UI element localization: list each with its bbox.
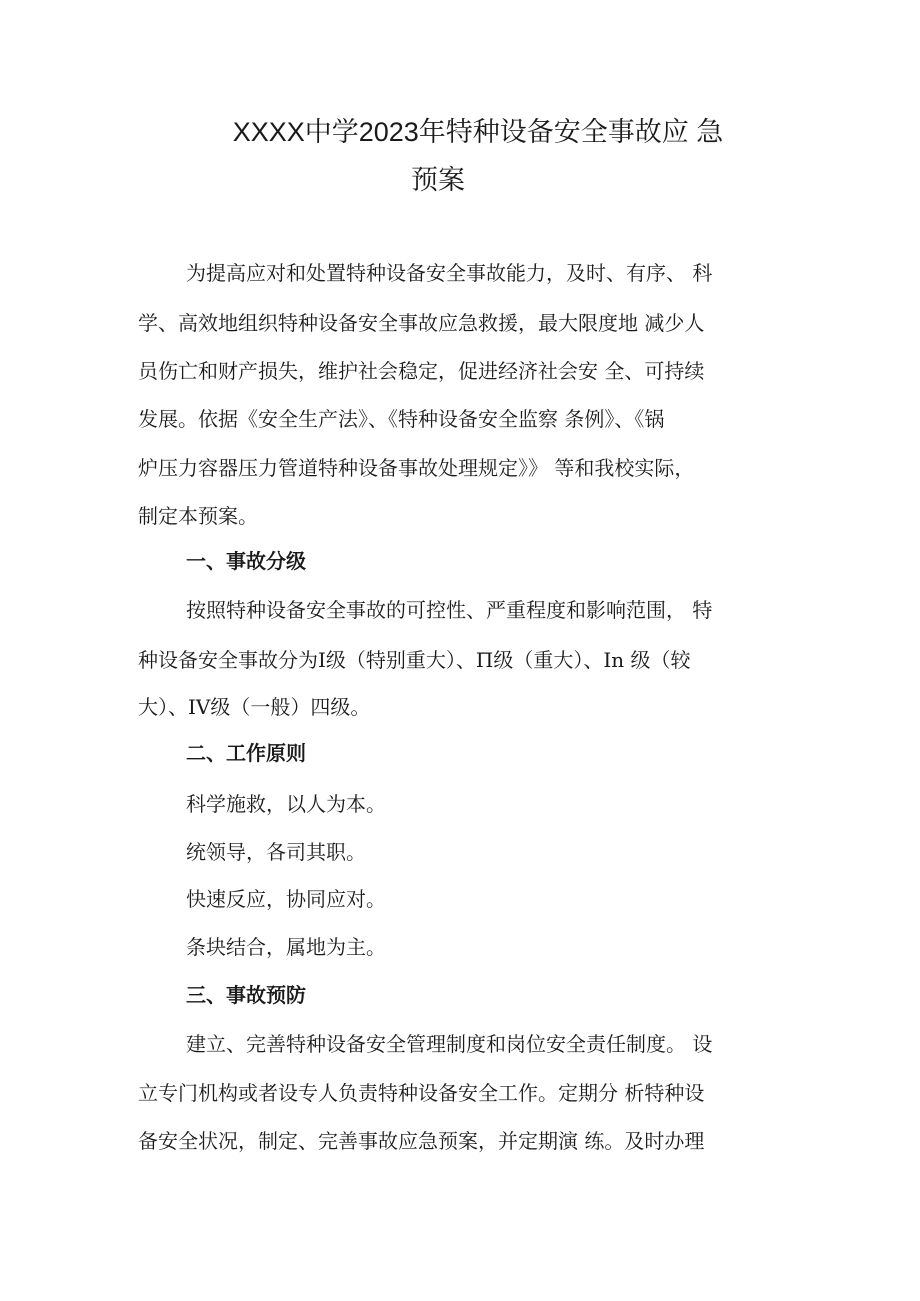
intro-line: 为提高应对和处置特种设备安全事故能力，及时、有序、 科 [186,261,713,285]
section1-line: 按照特种设备安全事故的可控性、严重程度和影响范围， 特 [186,598,713,622]
intro-line: 发展。依据《安全生产法》、《特种设备安全监察 条例》、《锅 [138,407,665,431]
section3-line: 备安全状况，制定、完善事故应急预案，并定期演 练。及时办理 [138,1129,705,1153]
section-heading-prevention: 三、事故预防 [186,983,306,1007]
intro-line: 制定本预案。 [138,504,258,528]
section1-line: 种设备安全事故分为I级（特别重大）、Π级（重大）、In 级（较 [138,648,691,672]
intro-line: 员伤亡和财产损失，维护社会稳定，促进经济社会安 全、可持续 [138,359,705,383]
section3-line: 立专门机构或者设专人负责特种设备安全工作。定期分 析特种设 [138,1081,705,1105]
document-title-line-2: 预案 [411,165,465,195]
intro-line: 学、高效地组织特种设备安全事故应急救援，最大限度地 减少人 [138,311,705,335]
section-heading-principles: 二、工作原则 [186,741,306,765]
document-title-line-1: XXXX中学2023年特种设备安全事故应 急 [232,117,724,147]
principle-item: 科学施救，以人为本。 [186,792,386,816]
section-heading-classification: 一、事故分级 [186,549,306,573]
section1-line: 大）、IV级（一般）四级。 [138,695,371,719]
section3-line: 建立、完善特种设备安全管理制度和岗位安全责任制度。 设 [186,1032,713,1056]
intro-line: 炉压力容器压力管道特种设备事故处理规定》》 等和我校实际， [138,456,695,480]
principle-item: 统领导，各司其职。 [186,840,366,864]
principle-item: 快速反应，协同应对。 [186,887,386,911]
principle-item: 条块结合，属地为主。 [186,935,386,959]
